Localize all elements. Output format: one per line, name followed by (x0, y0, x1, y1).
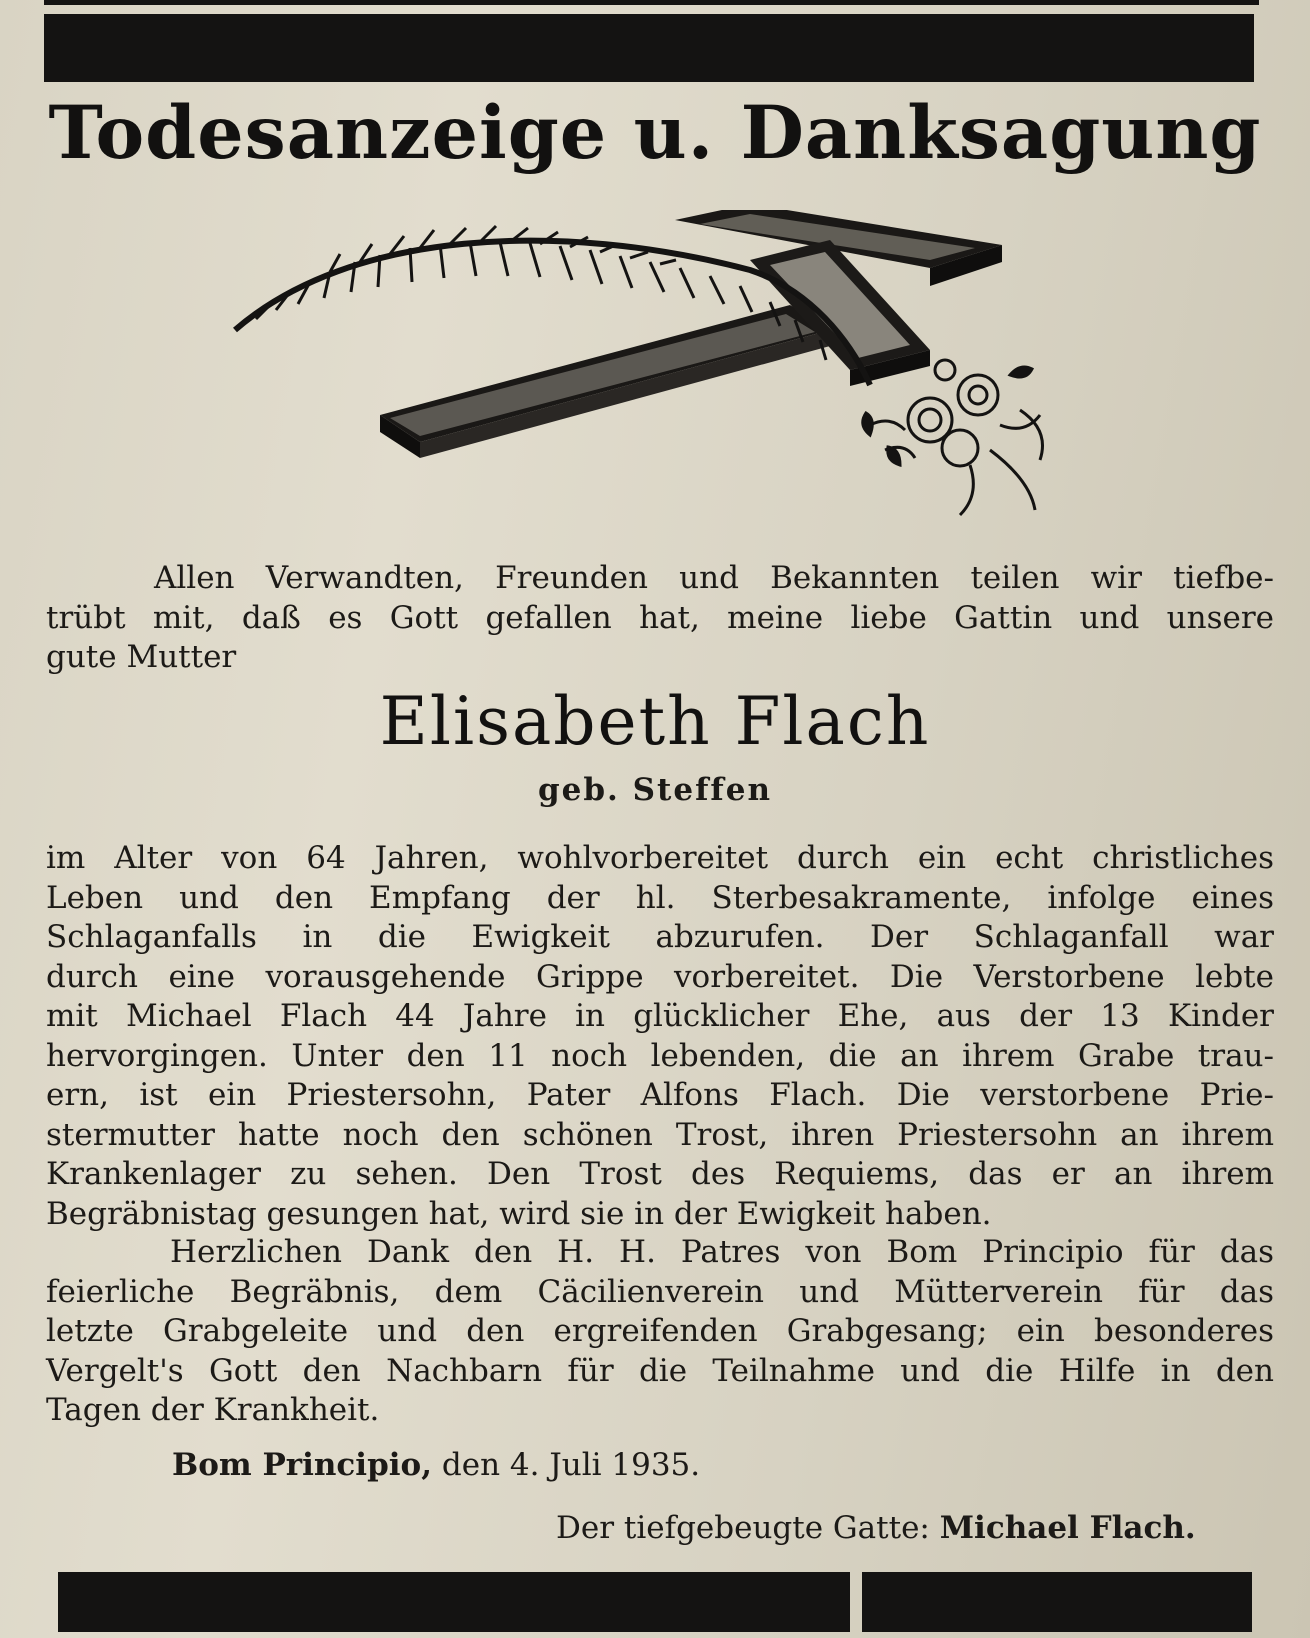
text-line: Tagen der Krankheit. (46, 1392, 380, 1428)
top-mourning-bar (44, 14, 1254, 82)
text-line: Vergelt's Gott den Nachbarn für die Teilnahme und die Hilfe in den (46, 1352, 1274, 1389)
text-line: ern, ist ein Priestersohn, Pater Alfons Flach. Die verstorbene Prie- (46, 1077, 1274, 1113)
text-line: Schlaganfalls in die Ewigkeit abzurufen. Der Schlaganfall war (46, 919, 1274, 955)
text-line: Herzlichen Dank den H. H. Patres von Bom Principio für das (170, 1234, 1274, 1270)
body-paragraph (46, 839, 1274, 1234)
text-line: Krankenlager zu sehen. Den Trost des Requiems, das er an ihrem (46, 1156, 1274, 1192)
text-line: letzte Grabgeleite und den ergreifenden Grabgesang; ein besonderes (46, 1313, 1274, 1349)
text-line: feierliche Begräbnis, dem Cäcilienverein und Mütterverein für das (46, 1273, 1274, 1310)
text-line: Begräbnistag gesungen hat, wird sie in der Ewigkeit haben. (46, 1195, 992, 1232)
text-line: Allen Verwandten, Freunden und Bekannten teilen wir tiefbe- (154, 560, 1274, 596)
place: Bom Principio, (172, 1447, 433, 1483)
signature (556, 1510, 1196, 1546)
date: den 4. Juli 1935. (441, 1447, 701, 1483)
text-line: stermutter hatte noch den schönen Trost, ihren Priestersohn an ihrem (46, 1116, 1274, 1153)
signature-prefix: Der tiefgebeugte Gatte: (556, 1510, 930, 1546)
place-and-date (172, 1447, 700, 1483)
signature-name: Michael Flach. (939, 1510, 1196, 1546)
text-line: Leben und den Empfang der hl. Sterbesakramente, infolge eines (46, 879, 1274, 916)
text-line: trübt mit, daß es Gott gefallen hat, meine liebe Gattin und unsere (46, 599, 1274, 636)
deceased-name: Elisabeth Flach (379, 683, 931, 760)
palm-frond-icon (235, 226, 870, 385)
bottom-mourning-bar-right (862, 1572, 1252, 1632)
cross-and-palm-icon (230, 210, 1110, 550)
notice-heading: Todesanzeige u. Danksagung (48, 90, 1262, 176)
bottom-mourning-bar-left (58, 1572, 850, 1632)
top-thin-rule (44, 0, 1259, 5)
flower-bouquet-icon (863, 360, 1043, 515)
text-line: gute Mutter (46, 639, 237, 675)
text-line: im Alter von 64 Jahren, wohlvorbereitet durch ein echt christliches (46, 840, 1274, 876)
thanks-paragraph (46, 1233, 1274, 1431)
text-line: hervorgingen. Unter den 11 noch lebenden, die an ihrem Grabe trau- (46, 1037, 1274, 1074)
text-line: durch eine vorausgehende Grippe vorbereitet. Die Verstorbene lebte (46, 958, 1274, 995)
intro-paragraph (46, 559, 1274, 678)
text-line: mit Michael Flach 44 Jahre in glücklicher Ehe, aus der 13 Kinder (46, 998, 1274, 1034)
maiden-name: geb. Steffen (537, 772, 773, 808)
